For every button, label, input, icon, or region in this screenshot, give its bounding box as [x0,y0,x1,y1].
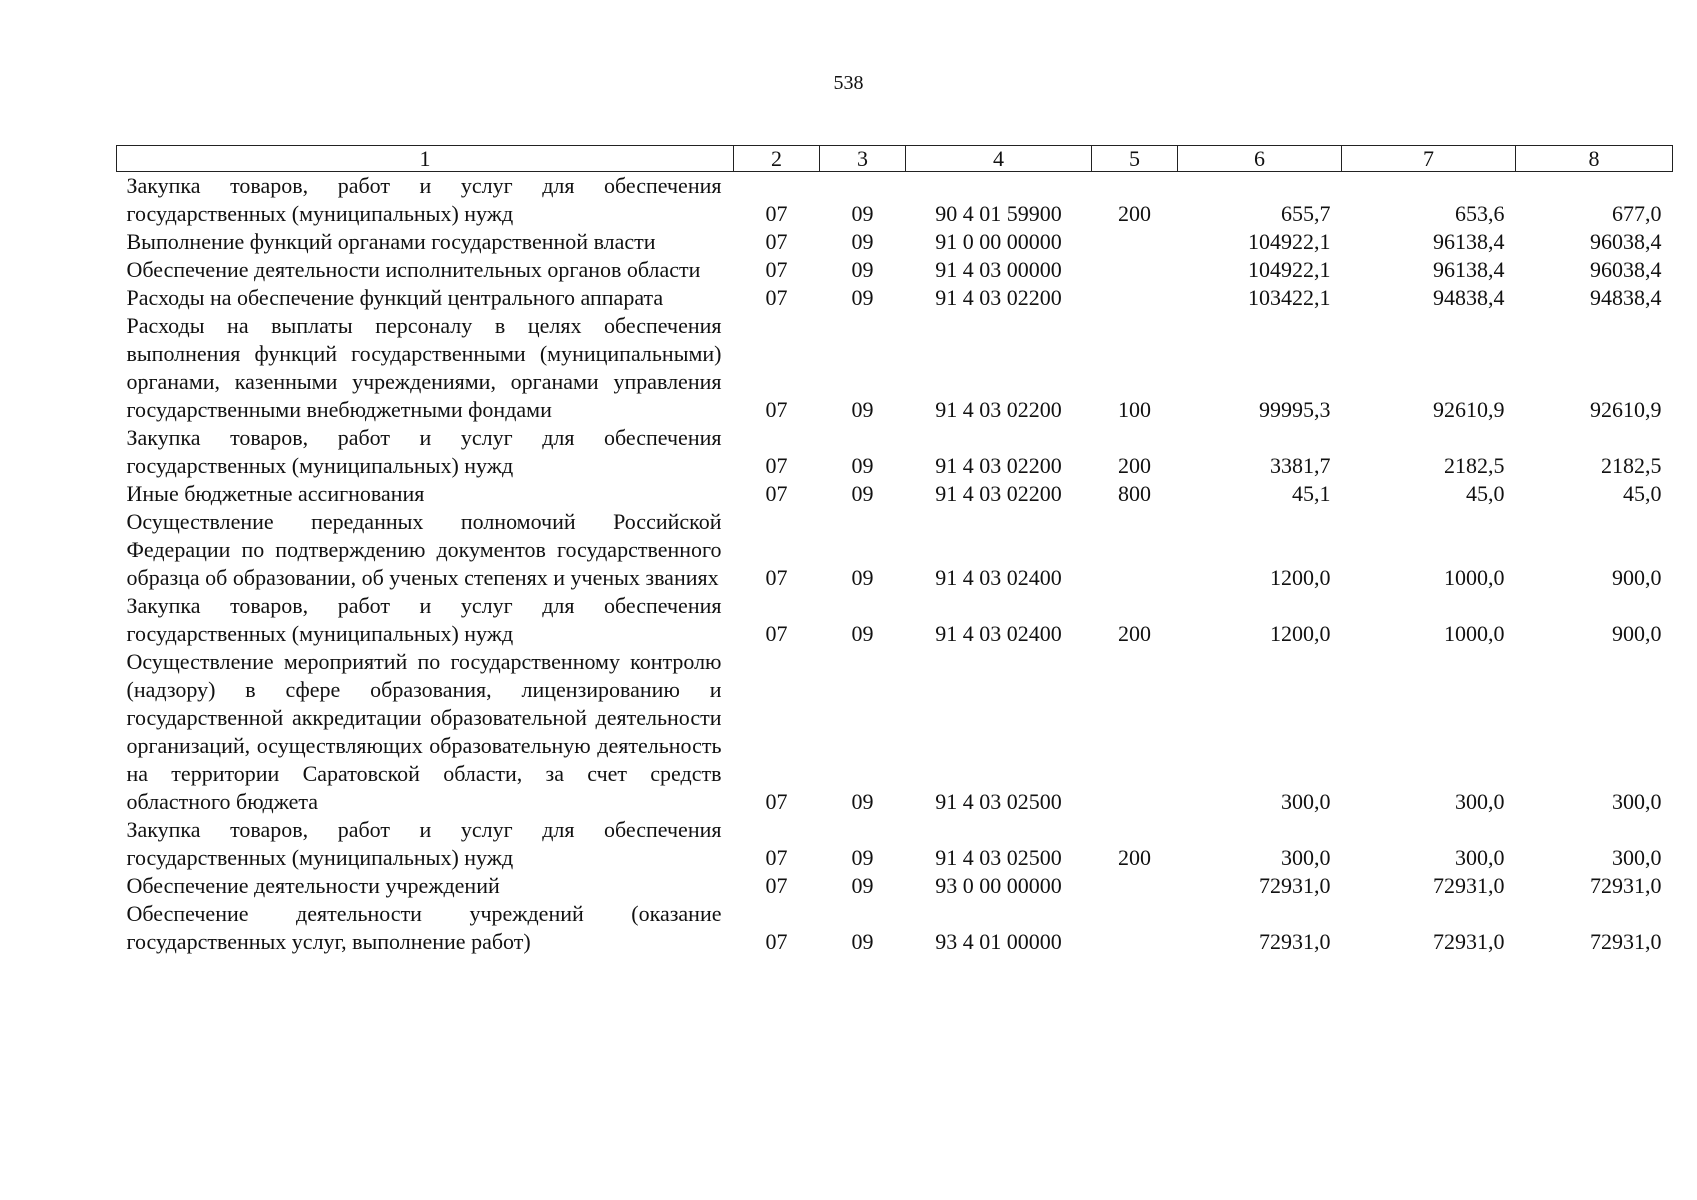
section-code: 07 [765,565,788,590]
amount-col-8: 45,0 [1623,481,1662,506]
amount-col-8: 900,0 [1612,621,1662,646]
section-code: 07 [765,873,788,898]
amount-col-8: 72931,0 [1590,873,1662,898]
subsection-code: 09 [851,453,874,478]
subsection-code: 09 [851,873,874,898]
amount-col-7: 94838,4 [1433,285,1505,310]
amount-col-7: 2182,5 [1444,453,1505,478]
subsection-code: 09 [851,481,874,506]
subsection-code: 09 [851,229,874,254]
header-col-1: 1 [117,146,734,172]
row-name: Закупка товаров, работ и услуг для обеспечения государственных (муниципальных) нужд [126,173,722,226]
expense-type-code: 200 [1118,453,1151,478]
section-code: 07 [765,285,788,310]
amount-col-8: 94838,4 [1590,285,1662,310]
amount-col-6: 3381,7 [1270,453,1331,478]
amount-col-6: 1200,0 [1270,565,1331,590]
page-number: 538 [833,72,864,94]
row-name: Иные бюджетные ассигнования [126,481,425,506]
expense-type-code: 200 [1118,621,1151,646]
row-name: Расходы на выплаты персоналу в целях обеспечения выполнения функций государственными (муниципальными) органами, казенными учреждениями, органами управления государственными внебюджетными фондами [126,313,722,422]
amount-col-8: 2182,5 [1601,453,1662,478]
amount-col-6: 45,1 [1292,481,1331,506]
amount-col-6: 1200,0 [1270,621,1331,646]
row-name: Обеспечение деятельности исполнительных органов области [126,257,701,282]
section-code: 07 [765,229,788,254]
table-row [117,648,1673,816]
amount-col-7: 96138,4 [1433,229,1505,254]
budget-table [116,145,1673,956]
subsection-code: 09 [851,929,874,954]
amount-col-6: 655,7 [1281,201,1331,226]
amount-col-8: 300,0 [1612,789,1662,814]
amount-col-8: 72931,0 [1590,929,1662,954]
target-article-code: 91 4 03 02200 [935,285,1062,310]
target-article-code: 91 4 03 02500 [935,789,1062,814]
target-article-code: 90 4 01 59900 [935,201,1062,226]
row-name: Осуществление мероприятий по государственному контролю (надзору) в сфере образования, лицензированию и государственной аккредитации образовательной деятельности организаций, осуществляющих образовательную деятельность на территории Саратовской области, за счет средств областного бюджета [126,649,722,814]
amount-col-7: 1000,0 [1444,565,1505,590]
subsection-code: 09 [851,565,874,590]
row-name: Закупка товаров, работ и услуг для обеспечения государственных (муниципальных) нужд [126,817,722,870]
row-name: Обеспечение деятельности учреждений (оказание государственных услуг, выполнение работ) [126,901,722,954]
section-code: 07 [765,201,788,226]
amount-col-7: 72931,0 [1433,873,1505,898]
amount-col-7: 300,0 [1455,789,1505,814]
expense-type-code: 800 [1118,481,1151,506]
amount-col-8: 300,0 [1612,845,1662,870]
amount-col-8: 96038,4 [1590,257,1662,282]
section-code: 07 [765,397,788,422]
section-code: 07 [765,929,788,954]
target-article-code: 93 4 01 00000 [935,929,1062,954]
amount-col-7: 96138,4 [1433,257,1505,282]
table-row [117,256,1673,284]
header-col-6: 6 [1178,146,1342,172]
amount-col-8: 900,0 [1612,565,1662,590]
table-row [117,816,1673,872]
section-code: 07 [765,845,788,870]
row-name: Закупка товаров, работ и услуг для обеспечения государственных (муниципальных) нужд [126,425,722,478]
header-col-2: 2 [734,146,820,172]
subsection-code: 09 [851,285,874,310]
header-row [117,146,1673,172]
expense-type-code [1092,256,1178,284]
header-col-5: 5 [1092,146,1178,172]
amount-col-6: 72931,0 [1259,873,1331,898]
table-row [117,872,1673,900]
table-row [117,312,1673,424]
expense-type-code [1092,648,1178,816]
amount-col-7: 1000,0 [1444,621,1505,646]
target-article-code: 93 0 00 00000 [935,873,1062,898]
amount-col-6: 104922,1 [1248,229,1331,254]
target-article-code: 91 4 03 02400 [935,621,1062,646]
subsection-code: 09 [851,789,874,814]
amount-col-6: 300,0 [1281,845,1331,870]
table-row [117,480,1673,508]
amount-col-7: 653,6 [1455,201,1505,226]
table-row [117,424,1673,480]
expense-type-code [1092,900,1178,956]
header-col-4: 4 [906,146,1092,172]
amount-col-7: 92610,9 [1433,397,1505,422]
subsection-code: 09 [851,397,874,422]
amount-col-7: 45,0 [1466,481,1505,506]
section-code: 07 [765,453,788,478]
table-row [117,508,1673,592]
expense-type-code: 200 [1118,201,1151,226]
subsection-code: 09 [851,201,874,226]
row-name: Расходы на обеспечение функций центрального аппарата [126,285,664,310]
amount-col-6: 300,0 [1281,789,1331,814]
amount-col-8: 96038,4 [1590,229,1662,254]
header-col-7: 7 [1342,146,1516,172]
expense-type-code: 100 [1118,397,1151,422]
section-code: 07 [765,621,788,646]
target-article-code: 91 0 00 00000 [935,229,1062,254]
amount-col-8: 92610,9 [1590,397,1662,422]
table-row [117,900,1673,956]
subsection-code: 09 [851,621,874,646]
section-code: 07 [765,789,788,814]
subsection-code: 09 [851,845,874,870]
row-name: Закупка товаров, работ и услуг для обеспечения государственных (муниципальных) нужд [126,593,722,646]
expense-type-code [1092,228,1178,256]
table-row [117,228,1673,256]
row-name: Выполнение функций органами государственной власти [126,229,656,254]
table-row [117,172,1673,229]
amount-col-7: 300,0 [1455,845,1505,870]
target-article-code: 91 4 03 02400 [935,565,1062,590]
row-name: Осуществление переданных полномочий Российской Федерации по подтверждению документов государственного образца об образовании, об ученых степенях и ученых званиях [126,509,722,590]
table-row [117,284,1673,312]
header-col-3: 3 [820,146,906,172]
expense-type-code: 200 [1118,845,1151,870]
header-col-8: 8 [1516,146,1673,172]
amount-col-8: 677,0 [1612,201,1662,226]
amount-col-6: 103422,1 [1248,285,1331,310]
target-article-code: 91 4 03 00000 [935,257,1062,282]
section-code: 07 [765,257,788,282]
row-name: Обеспечение деятельности учреждений [126,873,500,898]
amount-col-7: 72931,0 [1433,929,1505,954]
target-article-code: 91 4 03 02200 [935,397,1062,422]
section-code: 07 [765,481,788,506]
amount-col-6: 72931,0 [1259,929,1331,954]
table-row [117,592,1673,648]
amount-col-6: 99995,3 [1259,397,1331,422]
subsection-code: 09 [851,257,874,282]
target-article-code: 91 4 03 02500 [935,845,1062,870]
expense-type-code [1092,284,1178,312]
expense-type-code [1092,872,1178,900]
target-article-code: 91 4 03 02200 [935,481,1062,506]
expense-type-code [1092,508,1178,592]
target-article-code: 91 4 03 02200 [935,453,1062,478]
amount-col-6: 104922,1 [1248,257,1331,282]
